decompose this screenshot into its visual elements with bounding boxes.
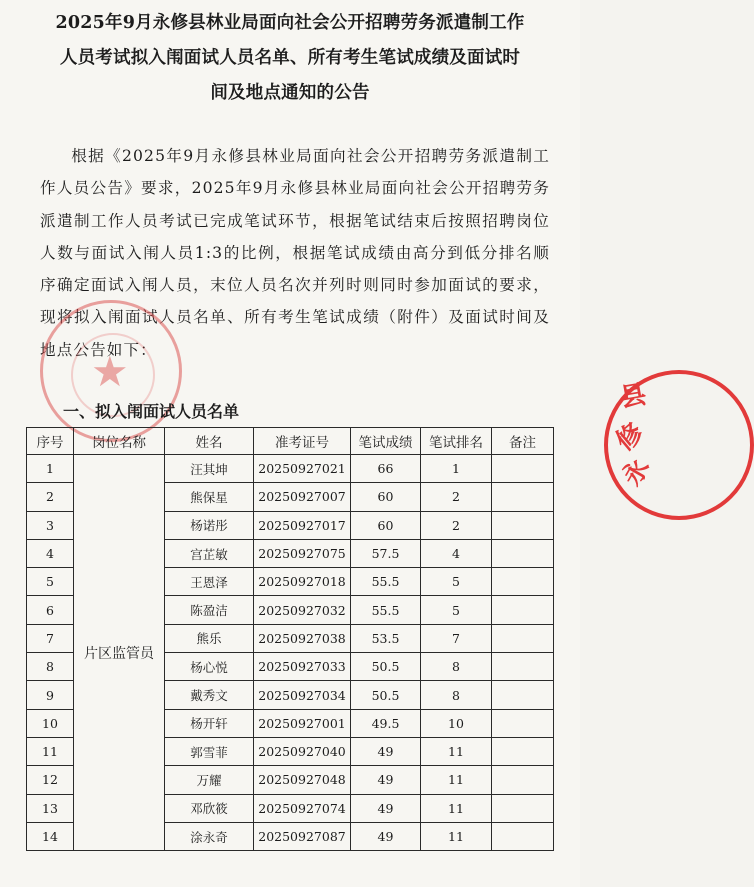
cell-no: 2 — [27, 483, 74, 511]
cell-name: 杨诺彤 — [165, 511, 254, 539]
cell-score: 60 — [351, 483, 421, 511]
cell-note — [492, 822, 554, 850]
cell-name: 陈盈洁 — [165, 596, 254, 624]
cell-score: 55.5 — [351, 568, 421, 596]
cell-name: 郭雪菲 — [165, 737, 254, 765]
cell-id: 20250927074 — [254, 794, 351, 822]
cell-name: 涂永奇 — [165, 822, 254, 850]
cell-no: 6 — [27, 596, 74, 624]
cell-note — [492, 794, 554, 822]
cell-score: 53.5 — [351, 624, 421, 652]
cell-score: 49 — [351, 794, 421, 822]
table-header-row — [27, 428, 554, 455]
cell-score: 55.5 — [351, 596, 421, 624]
cell-score: 66 — [351, 455, 421, 483]
title-line-2: 人员考试拟入闱面试人员名单、所有考生笔试成绩及面试时 — [59, 48, 521, 68]
cell-note — [492, 596, 554, 624]
cell-score: 50.5 — [351, 681, 421, 709]
cell-rank: 11 — [421, 766, 492, 794]
cell-score: 49.5 — [351, 709, 421, 737]
cell-score: 49 — [351, 766, 421, 794]
cell-note — [492, 653, 554, 681]
cell-no: 8 — [27, 653, 74, 681]
cell-name: 杨开轩 — [165, 709, 254, 737]
cell-score: 49 — [351, 737, 421, 765]
cell-id: 20250927007 — [254, 483, 351, 511]
cell-note — [492, 455, 554, 483]
col-header-position: 岗位名称 — [74, 428, 165, 455]
cell-rank: 5 — [421, 596, 492, 624]
cell-rank: 11 — [421, 822, 492, 850]
cell-rank: 11 — [421, 794, 492, 822]
cell-id: 20250927017 — [254, 511, 351, 539]
cell-note — [492, 511, 554, 539]
cell-id: 20250927021 — [254, 455, 351, 483]
col-header-note: 备注 — [492, 428, 554, 455]
col-header-score: 笔试成绩 — [351, 428, 421, 455]
cell-note — [492, 483, 554, 511]
cell-name: 熊保星 — [165, 483, 254, 511]
cell-no: 11 — [27, 737, 74, 765]
cell-no: 4 — [27, 539, 74, 567]
table-row — [27, 455, 554, 483]
cell-rank: 11 — [421, 737, 492, 765]
cell-rank: 10 — [421, 709, 492, 737]
cell-id: 20250927048 — [254, 766, 351, 794]
cell-no: 5 — [27, 568, 74, 596]
cell-name: 宫芷敏 — [165, 539, 254, 567]
seal-star-icon: ★ — [91, 347, 129, 396]
cell-name: 熊乐 — [165, 624, 254, 652]
cell-id: 20250927075 — [254, 539, 351, 567]
candidate-table — [26, 427, 554, 851]
cell-note — [492, 766, 554, 794]
cell-no: 10 — [27, 709, 74, 737]
cell-score: 60 — [351, 511, 421, 539]
cell-name: 万耀 — [165, 766, 254, 794]
cell-rank: 2 — [421, 483, 492, 511]
cell-name: 邓欣筱 — [165, 794, 254, 822]
cell-rank: 2 — [421, 511, 492, 539]
cell-position: 片区监管员 — [74, 455, 165, 851]
cell-name: 汪其坤 — [165, 455, 254, 483]
cell-id: 20250927032 — [254, 596, 351, 624]
cell-no: 9 — [27, 681, 74, 709]
cell-rank: 4 — [421, 539, 492, 567]
cell-rank: 8 — [421, 681, 492, 709]
cell-score: 57.5 — [351, 539, 421, 567]
cell-name: 戴秀文 — [165, 681, 254, 709]
cell-note — [492, 681, 554, 709]
col-header-name: 姓名 — [165, 428, 254, 455]
table-body — [27, 455, 554, 851]
cell-name: 杨心悦 — [165, 653, 254, 681]
section-heading: 一、拟入闱面试人员名单 — [63, 402, 240, 421]
cell-no: 7 — [27, 624, 74, 652]
col-header-rank: 笔试排名 — [421, 428, 492, 455]
announcement-body: 根据《2025年9月永修县林业局面向社会公开招聘劳务派遣制工作人员公告》要求，2025年9月永修县林业局面向社会公开招聘劳务派遣制工作人员考试已完成笔试环节，根据笔试结束后按照招聘岗位人数与面试入闱人员1:3的比例，根据笔试成绩由高分到低分排名顺序确定面试入闱人员，末位人员名次并列时则同时参加面试的要求，现将拟入闱面试人员名单、所有考生笔试成绩（附件）及面试时间及地点公告如下： — [40, 147, 550, 359]
cell-id: 20250927018 — [254, 568, 351, 596]
cell-name: 王恩泽 — [165, 568, 254, 596]
cell-no: 14 — [27, 822, 74, 850]
cell-note — [492, 624, 554, 652]
cell-rank: 7 — [421, 624, 492, 652]
cell-id: 20250927034 — [254, 681, 351, 709]
cell-note — [492, 568, 554, 596]
cell-id: 20250927001 — [254, 709, 351, 737]
cell-note — [492, 737, 554, 765]
cell-note — [492, 709, 554, 737]
title-line-1: 2025年9月永修县林业局面向社会公开招聘劳务派遣制工作 — [55, 13, 525, 33]
cell-no: 3 — [27, 511, 74, 539]
announcement-title — [20, 6, 560, 111]
cell-no: 13 — [27, 794, 74, 822]
cell-note — [492, 539, 554, 567]
cell-score: 49 — [351, 822, 421, 850]
cell-rank: 1 — [421, 455, 492, 483]
col-header-id: 准考证号 — [254, 428, 351, 455]
cell-no: 12 — [27, 766, 74, 794]
col-header-no: 序号 — [27, 428, 74, 455]
cell-no: 1 — [27, 455, 74, 483]
cell-id: 20250927033 — [254, 653, 351, 681]
title-line-3: 间及地点通知的公告 — [210, 83, 370, 103]
cell-id: 20250927040 — [254, 737, 351, 765]
cell-rank: 5 — [421, 568, 492, 596]
seal-lettering: 县 修 永 — [610, 379, 656, 492]
cell-id: 20250927038 — [254, 624, 351, 652]
cell-score: 50.5 — [351, 653, 421, 681]
cell-rank: 8 — [421, 653, 492, 681]
cell-id: 20250927087 — [254, 822, 351, 850]
